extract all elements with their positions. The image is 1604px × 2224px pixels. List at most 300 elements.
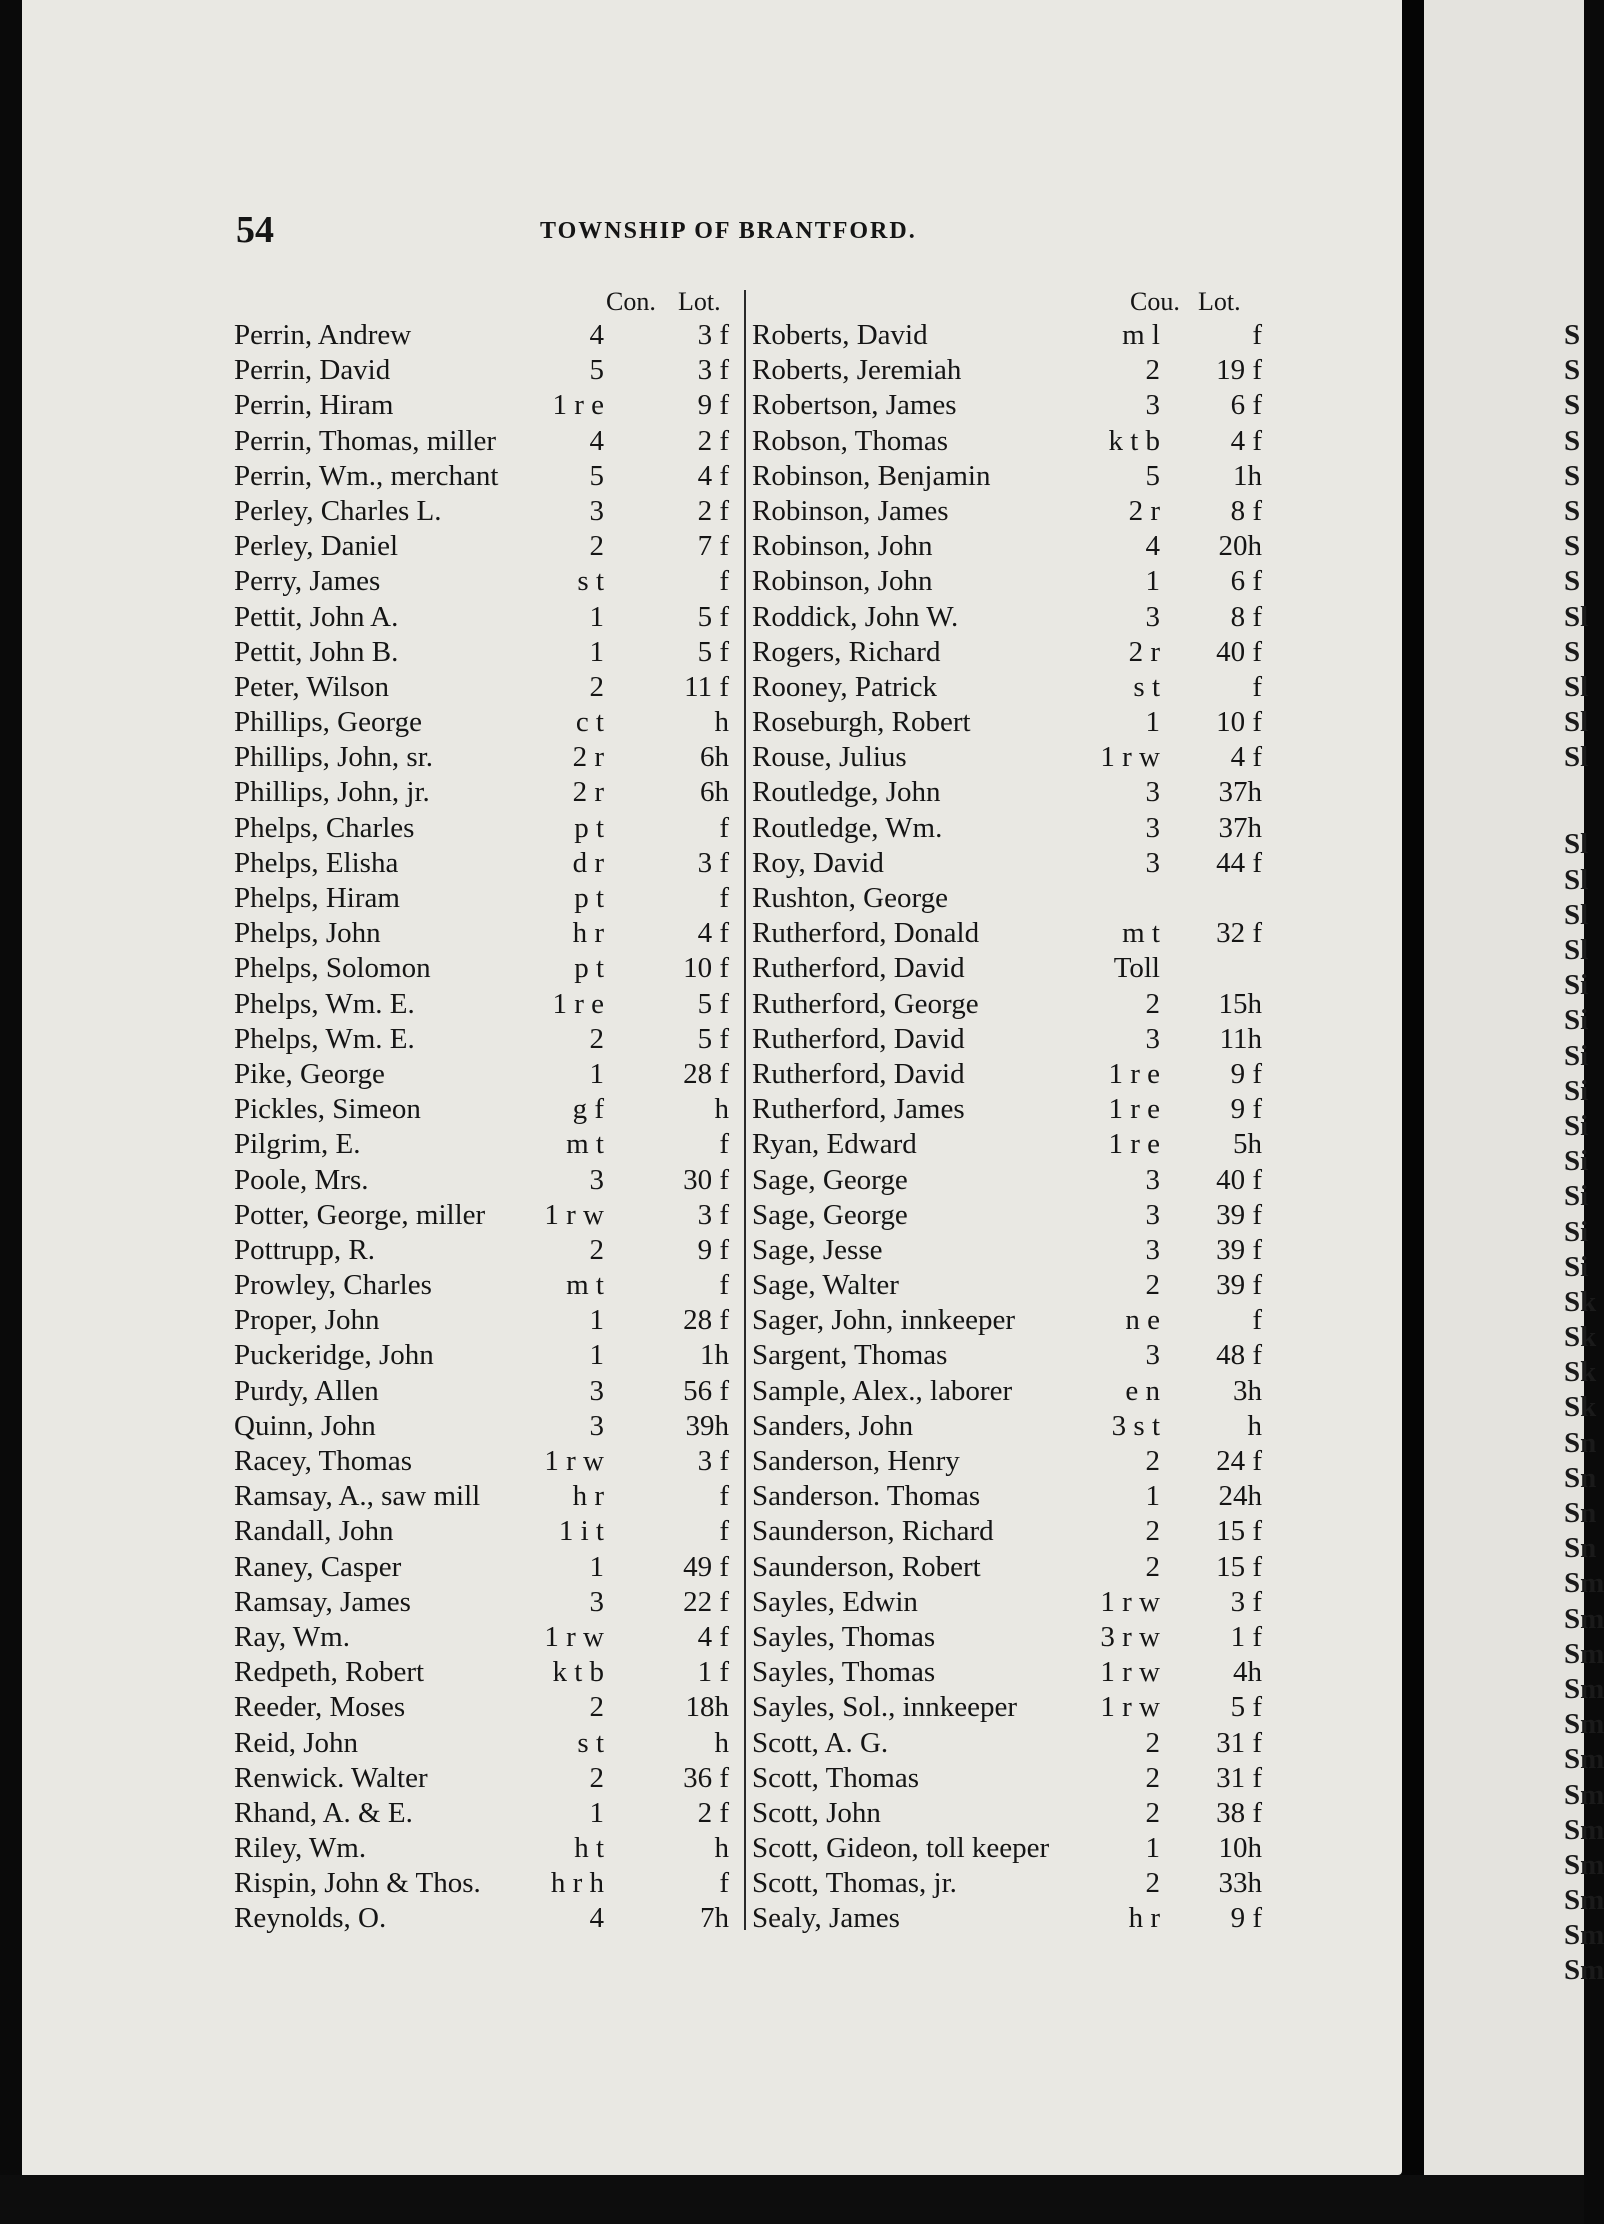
entry-concession: 1 r w bbox=[1100, 741, 1160, 774]
left-lot-header: Lot. bbox=[678, 287, 721, 316]
entry-concession: 1 r e bbox=[552, 389, 604, 422]
entry-lot: f bbox=[719, 1269, 729, 1302]
entry-concession: p t bbox=[574, 882, 604, 914]
entry-concession: n e bbox=[1125, 1304, 1160, 1337]
entry-concession: 1 r w bbox=[544, 1620, 604, 1653]
list-item bbox=[234, 1444, 734, 1479]
entry-concession: 1 bbox=[1145, 706, 1160, 739]
entry-concession: e n bbox=[1125, 1374, 1160, 1407]
entry-lot: 28 f bbox=[683, 1304, 729, 1337]
facing-page-letter: Si bbox=[1564, 1250, 1589, 1283]
page-number: 54 bbox=[236, 209, 274, 251]
entry-lot: 37h bbox=[1218, 776, 1262, 809]
entry-concession: 3 r w bbox=[1100, 1620, 1160, 1653]
entry-lot: 3 f bbox=[697, 354, 729, 387]
entry-concession: 2 bbox=[1145, 1761, 1160, 1794]
entry-concession: 1 bbox=[1145, 1832, 1160, 1865]
facing-page-letter: Si bbox=[1564, 1039, 1589, 1072]
entry-lot: 48 f bbox=[1216, 1339, 1262, 1372]
entry-concession: 3 bbox=[1145, 776, 1160, 809]
entry-concession: 1 bbox=[1145, 565, 1160, 598]
entry-name: Phillips, John, sr. bbox=[234, 741, 434, 774]
entry-lot: 4 f bbox=[697, 917, 729, 950]
list-item bbox=[234, 1233, 734, 1268]
entry-name: Peter, Wilson bbox=[234, 670, 390, 703]
list-item bbox=[234, 1303, 734, 1338]
left-con-header: Con. bbox=[606, 287, 656, 316]
facing-page-letter: S bbox=[1564, 424, 1581, 457]
entry-lot: 30 f bbox=[683, 1163, 729, 1196]
right-directory-list bbox=[752, 318, 1272, 1937]
list-item bbox=[752, 1444, 1272, 1479]
facing-page-letter: Sn bbox=[1564, 1497, 1597, 1529]
entry-concession: 2 bbox=[1145, 1269, 1160, 1302]
entry-concession: 1 r w bbox=[1100, 1691, 1160, 1724]
entry-lot: 39 f bbox=[1216, 1269, 1262, 1302]
entry-name: Reid, John bbox=[234, 1726, 359, 1759]
list-item bbox=[752, 1655, 1272, 1690]
entry-lot: 2 f bbox=[697, 494, 729, 527]
facing-page-letter: Sm bbox=[1564, 1954, 1604, 1987]
list-item bbox=[234, 916, 734, 951]
entry-name: Scott, Gideon, toll keeper bbox=[752, 1832, 1050, 1865]
entry-name: Sanders, John bbox=[752, 1409, 914, 1442]
entry-concession: 2 r bbox=[572, 776, 604, 809]
facing-page-letter: Sm bbox=[1564, 1602, 1604, 1635]
entry-concession: m t bbox=[566, 1269, 604, 1302]
entry-name: Perrin, Wm., merchant bbox=[234, 459, 499, 492]
facing-page-letter: Si bbox=[1564, 1215, 1589, 1248]
entry-lot: 32 f bbox=[1216, 917, 1262, 950]
scan-border bbox=[0, 2175, 1584, 2224]
list-item bbox=[752, 318, 1272, 353]
entry-lot: 24 f bbox=[1216, 1445, 1262, 1477]
entry-lot: 9 f bbox=[1230, 1902, 1262, 1935]
list-item bbox=[234, 459, 734, 494]
facing-page-letter: Sm bbox=[1564, 1813, 1604, 1846]
entry-concession: 3 bbox=[1145, 1233, 1160, 1266]
entry-name: Perry, James bbox=[234, 565, 381, 598]
entry-name: Perley, Charles L. bbox=[234, 494, 442, 527]
entry-lot: 31 f bbox=[1216, 1761, 1262, 1794]
list-item bbox=[234, 388, 734, 423]
facing-page-letter: Si bbox=[1564, 1074, 1589, 1107]
entry-concession: 3 bbox=[1145, 1198, 1160, 1231]
entry-name: Scott, Thomas bbox=[752, 1761, 920, 1794]
entry-lot: 11 f bbox=[684, 670, 729, 703]
entry-concession: 2 bbox=[1145, 1550, 1160, 1583]
entry-name: Sanderson, Henry bbox=[752, 1445, 960, 1477]
list-item bbox=[234, 1198, 734, 1233]
entry-name: Sealy, James bbox=[752, 1902, 900, 1935]
entry-name: Pettit, John A. bbox=[234, 600, 399, 633]
list-item bbox=[752, 1761, 1272, 1796]
entry-name: Rhand, A. & E. bbox=[234, 1796, 413, 1829]
list-item bbox=[752, 1057, 1272, 1092]
list-item bbox=[752, 1831, 1272, 1866]
entry-concession: 4 bbox=[589, 1902, 604, 1935]
entry-lot: 3 f bbox=[697, 319, 729, 351]
facing-page-letter: Sn bbox=[1564, 1426, 1597, 1459]
list-item bbox=[234, 1550, 734, 1585]
entry-lot: 4 f bbox=[1230, 741, 1262, 774]
entry-name: Rutherford, David bbox=[752, 952, 965, 985]
list-item bbox=[234, 494, 734, 529]
entry-lot: 1h bbox=[1233, 459, 1262, 492]
list-item bbox=[752, 529, 1272, 564]
entry-concession: p t bbox=[574, 952, 604, 985]
entry-concession: 1 bbox=[589, 1339, 604, 1372]
entry-name: Proper, John bbox=[234, 1304, 380, 1337]
entry-concession: 2 bbox=[1145, 1515, 1160, 1548]
entry-lot: 56 f bbox=[683, 1374, 729, 1407]
entry-name: Phillips, John, jr. bbox=[234, 776, 430, 809]
entry-lot: 3 f bbox=[697, 1198, 729, 1231]
entry-name: Rutherford, George bbox=[752, 987, 979, 1020]
list-item bbox=[752, 1796, 1272, 1831]
facing-page-letter: S bbox=[1564, 459, 1581, 492]
facing-page-letter: Sl bbox=[1564, 934, 1589, 966]
entry-name: Reynolds, O. bbox=[234, 1902, 387, 1935]
entry-lot: f bbox=[719, 1867, 729, 1900]
entry-lot: h bbox=[714, 706, 729, 739]
list-item bbox=[234, 1127, 734, 1162]
entry-name: Phelps, Wm. E. bbox=[234, 1022, 415, 1055]
entry-name: Perrin, Thomas, miller bbox=[234, 424, 497, 457]
facing-page-letters bbox=[1564, 318, 1604, 1989]
entry-lot: 15 f bbox=[1216, 1550, 1262, 1583]
entry-name: Phelps, Charles bbox=[234, 811, 415, 844]
entry-concession: g f bbox=[572, 1093, 604, 1126]
entry-name: Sayles, Edwin bbox=[752, 1585, 918, 1618]
entry-name: Sargent, Thomas bbox=[752, 1339, 948, 1372]
entry-lot: 5 f bbox=[697, 600, 729, 633]
entry-name: Redpeth, Robert bbox=[234, 1656, 425, 1689]
list-item bbox=[752, 740, 1272, 775]
entry-concession: 3 bbox=[589, 1374, 604, 1407]
entry-lot: 1h bbox=[700, 1339, 729, 1372]
entry-lot: 22 f bbox=[683, 1585, 729, 1618]
entry-lot: 10h bbox=[1218, 1832, 1262, 1865]
entry-lot: 39h bbox=[685, 1409, 729, 1442]
facing-page-edge bbox=[1424, 0, 1584, 2224]
entry-concession: 1 bbox=[589, 1057, 604, 1090]
list-item bbox=[234, 1866, 734, 1901]
list-item bbox=[234, 1585, 734, 1620]
entry-name: Robertson, James bbox=[752, 389, 957, 422]
entry-lot: 36 f bbox=[683, 1761, 729, 1794]
entry-concession: Toll bbox=[1113, 952, 1160, 985]
facing-page-letter: Si bbox=[1564, 1180, 1589, 1213]
entry-concession: m t bbox=[566, 1128, 604, 1161]
entry-concession: 1 bbox=[589, 1550, 604, 1583]
entry-concession: 1 r w bbox=[544, 1198, 604, 1231]
entry-lot: 5h bbox=[1233, 1128, 1262, 1161]
facing-page-letter: Si bbox=[1564, 1145, 1589, 1178]
entry-concession: 4 bbox=[589, 319, 604, 351]
entry-name: Saunderson, Robert bbox=[752, 1550, 981, 1583]
entry-concession: 3 bbox=[589, 494, 604, 527]
entry-concession: c t bbox=[575, 706, 604, 739]
entry-concession: 1 bbox=[589, 635, 604, 668]
list-item bbox=[234, 705, 734, 740]
list-item bbox=[752, 705, 1272, 740]
entry-name: Rutherford, Donald bbox=[752, 917, 980, 950]
facing-page-letter: S bbox=[1564, 494, 1581, 527]
entry-lot: f bbox=[1252, 1304, 1262, 1337]
entry-concession: 3 bbox=[1145, 1163, 1160, 1196]
entry-name: Randall, John bbox=[234, 1515, 394, 1548]
entry-lot: f bbox=[719, 882, 729, 914]
facing-page-letter: Sm bbox=[1564, 1848, 1604, 1881]
entry-concession: 2 bbox=[1145, 354, 1160, 387]
list-item bbox=[234, 1796, 734, 1831]
entry-name: Roy, David bbox=[752, 846, 884, 879]
entry-concession: m l bbox=[1122, 319, 1160, 351]
entry-name: Phelps, Solomon bbox=[234, 952, 431, 985]
list-item bbox=[234, 1514, 734, 1549]
entry-concession: h r bbox=[572, 1480, 604, 1513]
entry-lot: 18h bbox=[685, 1691, 729, 1724]
entry-lot: f bbox=[1252, 319, 1262, 351]
entry-name: Scott, A. G. bbox=[752, 1726, 889, 1759]
entry-lot: 11h bbox=[1219, 1022, 1262, 1055]
list-item bbox=[234, 951, 734, 986]
list-item bbox=[234, 1831, 734, 1866]
entry-concession: h t bbox=[574, 1832, 604, 1865]
entry-name: Ryan, Edward bbox=[752, 1128, 917, 1161]
entry-name: Pilgrim, E. bbox=[234, 1128, 361, 1161]
list-item bbox=[234, 670, 734, 705]
entry-name: Ramsay, A., saw mill bbox=[234, 1480, 481, 1513]
entry-name: Phelps, Wm. E. bbox=[234, 987, 415, 1020]
list-item bbox=[752, 846, 1272, 881]
entry-lot: 3 f bbox=[697, 1445, 729, 1477]
list-item bbox=[752, 564, 1272, 599]
entry-name: Routledge, John bbox=[752, 776, 941, 809]
entry-lot: f bbox=[719, 811, 729, 844]
entry-concession: 2 bbox=[589, 1022, 604, 1055]
entry-lot: h bbox=[1247, 1409, 1262, 1442]
list-item bbox=[752, 1620, 1272, 1655]
entry-concession: 1 i t bbox=[558, 1515, 604, 1548]
entry-name: Robinson, Benjamin bbox=[752, 459, 991, 492]
entry-concession: p t bbox=[574, 811, 604, 844]
entry-concession: 2 bbox=[589, 1691, 604, 1724]
entry-concession: 3 bbox=[1145, 389, 1160, 422]
facing-page-letter: S bbox=[1564, 635, 1581, 668]
page-gutter bbox=[1402, 0, 1424, 2200]
entry-name: Rooney, Patrick bbox=[752, 670, 937, 703]
entry-concession: 2 bbox=[589, 1233, 604, 1266]
list-item bbox=[234, 1022, 734, 1057]
entry-name: Scott, Thomas, jr. bbox=[752, 1867, 957, 1900]
facing-page-letter: Si bbox=[1564, 1004, 1589, 1037]
entry-lot: 38 f bbox=[1216, 1796, 1262, 1829]
entry-lot: 19 f bbox=[1216, 354, 1262, 387]
entry-concession: 5 bbox=[589, 459, 604, 492]
entry-lot: f bbox=[719, 1128, 729, 1161]
entry-name: Robson, Thomas bbox=[752, 424, 949, 457]
right-lot-header: Lot. bbox=[1198, 287, 1241, 316]
list-item bbox=[752, 1866, 1272, 1901]
entry-name: Racey, Thomas bbox=[234, 1445, 412, 1477]
entry-lot: 40 f bbox=[1216, 1163, 1262, 1196]
entry-lot: 8 f bbox=[1230, 600, 1262, 633]
list-item bbox=[234, 1338, 734, 1373]
entry-concession: d r bbox=[572, 846, 604, 879]
list-item bbox=[234, 1057, 734, 1092]
list-item bbox=[752, 1092, 1272, 1127]
list-item bbox=[234, 1409, 734, 1444]
entry-name: Sanderson. Thomas bbox=[752, 1480, 981, 1513]
entry-concession: 2 r bbox=[1128, 635, 1160, 668]
entry-name: Roddick, John W. bbox=[752, 600, 959, 633]
entry-lot: 15h bbox=[1218, 987, 1262, 1020]
list-item bbox=[234, 424, 734, 459]
list-item bbox=[234, 740, 734, 775]
entry-concession: 3 bbox=[589, 1163, 604, 1196]
list-item bbox=[752, 1479, 1272, 1514]
entry-name: Roberts, David bbox=[752, 319, 928, 351]
list-item bbox=[752, 1585, 1272, 1620]
facing-page-letter: Sm bbox=[1564, 1778, 1604, 1811]
entry-name: Pettit, John B. bbox=[234, 635, 399, 668]
list-item bbox=[752, 424, 1272, 459]
list-item bbox=[752, 1514, 1272, 1549]
facing-page-letter: S bbox=[1564, 319, 1581, 351]
entry-name: Riley, Wm. bbox=[234, 1832, 367, 1865]
entry-name: Sage, Walter bbox=[752, 1269, 899, 1302]
entry-name: Rouse, Julius bbox=[752, 741, 907, 774]
entry-name: Robinson, John bbox=[752, 530, 933, 563]
facing-page-letter: Sn bbox=[1564, 1461, 1597, 1494]
list-item bbox=[234, 529, 734, 564]
entry-name: Roseburgh, Robert bbox=[752, 706, 971, 739]
entry-concession: k t b bbox=[552, 1656, 604, 1689]
list-item bbox=[234, 846, 734, 881]
list-item bbox=[752, 459, 1272, 494]
entry-lot: 7 f bbox=[697, 530, 729, 563]
entry-name: Ramsay, James bbox=[234, 1585, 411, 1618]
entry-name: Sayles, Sol., innkeeper bbox=[752, 1691, 1017, 1724]
list-item bbox=[752, 1550, 1272, 1585]
facing-page-letter: Sm bbox=[1564, 1708, 1604, 1741]
entry-lot: 10 f bbox=[683, 952, 729, 985]
entry-lot: 40 f bbox=[1216, 635, 1262, 668]
entry-name: Rushton, George bbox=[752, 882, 949, 914]
list-item bbox=[234, 1479, 734, 1514]
facing-page-letter: Sk bbox=[1564, 1391, 1597, 1424]
entry-name: Perrin, David bbox=[234, 354, 391, 387]
entry-concession: 1 bbox=[589, 600, 604, 633]
entry-name: Perley, Daniel bbox=[234, 530, 399, 563]
entry-name: Reeder, Moses bbox=[234, 1691, 406, 1724]
entry-name: Rispin, John & Thos. bbox=[234, 1867, 481, 1900]
entry-name: Sage, George bbox=[752, 1198, 908, 1231]
entry-concession: 1 r e bbox=[1108, 1128, 1160, 1161]
list-item bbox=[234, 987, 734, 1022]
entry-concession: h r h bbox=[550, 1867, 604, 1900]
entry-name: Sample, Alex., laborer bbox=[752, 1374, 1013, 1407]
entry-name: Poole, Mrs. bbox=[234, 1163, 369, 1196]
list-item bbox=[234, 1092, 734, 1127]
list-item bbox=[752, 811, 1272, 846]
entry-name: Phelps, Hiram bbox=[234, 882, 400, 914]
entry-lot: 24h bbox=[1218, 1480, 1262, 1513]
entry-lot: 3h bbox=[1233, 1374, 1262, 1407]
entry-name: Prowley, Charles bbox=[234, 1269, 432, 1302]
list-item bbox=[234, 1268, 734, 1303]
entry-concession: 1 r e bbox=[552, 987, 604, 1020]
entry-concession: 3 bbox=[589, 1409, 604, 1442]
entry-lot: 39 f bbox=[1216, 1233, 1262, 1266]
facing-page-letter: Sl bbox=[1564, 670, 1589, 703]
list-item bbox=[752, 1726, 1272, 1761]
entry-concession: k t b bbox=[1108, 424, 1160, 457]
entry-lot: 3 f bbox=[697, 846, 729, 879]
entry-lot: 5 f bbox=[697, 987, 729, 1020]
entry-lot: 5 f bbox=[697, 1022, 729, 1055]
list-item bbox=[752, 1127, 1272, 1162]
list-item bbox=[752, 1901, 1272, 1936]
right-con-header: Cou. bbox=[1130, 287, 1180, 316]
entry-concession: 5 bbox=[589, 354, 604, 387]
facing-page-letter: Sl bbox=[1564, 600, 1589, 633]
entry-lot: 31 f bbox=[1216, 1726, 1262, 1759]
entry-name: Robinson, John bbox=[752, 565, 933, 598]
entry-concession: m t bbox=[1122, 917, 1160, 950]
entry-name: Rutherford, James bbox=[752, 1093, 965, 1126]
entry-name: Pike, George bbox=[234, 1057, 385, 1090]
facing-page-letter: Sm bbox=[1564, 1884, 1604, 1917]
entry-concession: 3 bbox=[1145, 1022, 1160, 1055]
entry-name: Perrin, Hiram bbox=[234, 389, 394, 422]
list-item bbox=[234, 318, 734, 353]
entry-lot: h bbox=[714, 1726, 729, 1759]
entry-name: Quinn, John bbox=[234, 1409, 376, 1442]
entry-name: Phelps, John bbox=[234, 917, 381, 950]
facing-page-letter: Sm bbox=[1564, 1672, 1604, 1705]
facing-page-letter: Sk bbox=[1564, 1321, 1597, 1354]
list-item bbox=[234, 1163, 734, 1198]
entry-concession: s t bbox=[1133, 670, 1160, 703]
entry-concession: 3 bbox=[1145, 600, 1160, 633]
entry-concession: 4 bbox=[1145, 530, 1160, 563]
list-item bbox=[752, 670, 1272, 705]
facing-page-letter: S bbox=[1564, 389, 1581, 422]
entry-lot: 5 f bbox=[697, 635, 729, 668]
entry-lot: 4h bbox=[1233, 1656, 1262, 1689]
entry-concession: 3 bbox=[1145, 1339, 1160, 1372]
entry-lot: 1 f bbox=[697, 1656, 729, 1689]
facing-page-gap bbox=[1564, 775, 1604, 827]
entry-lot: h bbox=[714, 1832, 729, 1865]
entry-lot: 9 f bbox=[1230, 1057, 1262, 1090]
entry-name: Phillips, George bbox=[234, 706, 422, 739]
entry-concession: 2 bbox=[1145, 1796, 1160, 1829]
entry-lot: f bbox=[1252, 670, 1262, 703]
left-directory-list bbox=[234, 318, 734, 1937]
list-item bbox=[752, 1303, 1272, 1338]
column-divider bbox=[744, 290, 746, 1930]
entry-concession: 1 r e bbox=[1108, 1057, 1160, 1090]
facing-page-letter: Sm bbox=[1564, 1919, 1604, 1952]
entry-concession: 2 bbox=[1145, 1726, 1160, 1759]
list-item bbox=[234, 353, 734, 388]
list-item bbox=[752, 1690, 1272, 1725]
entry-concession: 1 r w bbox=[544, 1445, 604, 1477]
